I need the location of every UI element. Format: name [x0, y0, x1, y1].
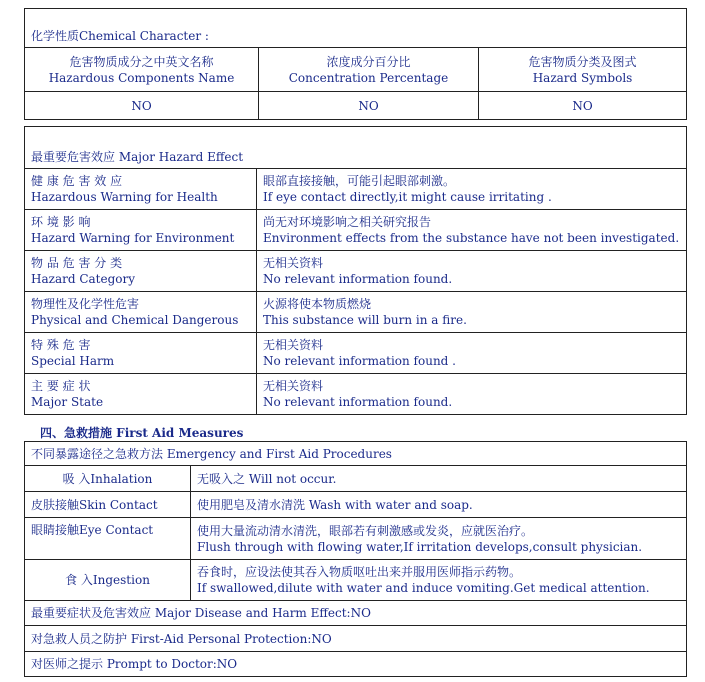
first-aid-row [25, 518, 687, 560]
hazard-label-en: Physical and Chemical Dangerous [31, 313, 239, 327]
hazard-value [257, 169, 687, 210]
first-aid-label: 皮肤接触Skin Contact [25, 492, 191, 518]
hazard-label [25, 210, 257, 251]
first-aid-value-line: 使用大量流动清水清洗，眼部若有刺激感或发炎，应就医治疗。 [197, 523, 534, 538]
hazard-value [257, 210, 687, 251]
hazard-label-en: Hazard Category [31, 272, 136, 286]
header-components-en: Hazardous Components Name [48, 70, 235, 85]
hazard-label-zh: 健 康 危 害 效 应 [31, 174, 123, 188]
hazard-label [25, 169, 257, 210]
doctor-row: 对医师之提示 Prompt to Doctor:NO [25, 652, 687, 677]
hazard-value-en: Environment effects from the substance have not been investigated. [263, 231, 680, 245]
hazard-label-zh: 特 殊 危 害 [31, 338, 91, 352]
first-aid-heading: 四、急救措施 First Aid Measures [40, 426, 244, 440]
hazard-value-zh: 眼部直接接触，可能引起眼部刺激。 [263, 174, 456, 188]
hazard-label-en: Special Harm [31, 354, 115, 368]
first-aid-procedures: 不同暴露途径之急救方法 Emergency and First Aid Procedures [25, 442, 687, 466]
first-aid-row [25, 560, 687, 601]
hazard-label [25, 374, 257, 415]
hazard-label-en: Major State [31, 395, 104, 409]
first-aid-value-line: 使用肥皂及清水清洗 Wash with water and soap. [197, 497, 473, 512]
chemical-character-title: 化学性质Chemical Character : [25, 9, 687, 48]
hazard-value [257, 333, 687, 374]
major-disease-row: 最重要症状及危害效应 Major Disease and Harm Effect:NO [25, 601, 687, 626]
value-components: NO [25, 92, 259, 120]
hazard-row [25, 210, 687, 251]
first-aid-value [191, 492, 687, 518]
first-aid-row [25, 492, 687, 518]
first-aid-table [24, 441, 687, 677]
first-aid-value [191, 466, 687, 492]
hazard-label [25, 292, 257, 333]
header-symbols [479, 48, 687, 92]
first-aid-row [25, 466, 687, 492]
first-aid-value [191, 518, 687, 560]
hazard-value-zh: 无相关资料 [263, 338, 324, 352]
hazard-label-en: Hazardous Warning for Health [31, 190, 218, 204]
value-symbols: NO [479, 92, 687, 120]
header-concentration-zh: 浓度成分百分比 [326, 54, 411, 69]
hazard-value-zh: 尚无对环境影响之相关研究报告 [263, 215, 432, 229]
hazard-label [25, 251, 257, 292]
first-aid-value-line: If swallowed,dilute with water and induce vomiting.Get medical attention. [197, 581, 650, 595]
header-concentration-en: Concentration Percentage [288, 70, 449, 85]
hazard-value-zh: 无相关资料 [263, 256, 324, 270]
header-concentration [259, 48, 479, 92]
hazard-label-zh: 主 要 症 状 [31, 379, 91, 393]
hazard-row [25, 251, 687, 292]
hazard-row [25, 333, 687, 374]
first-aid-value-line: 吞食时，应设法使其吞入物质呕吐出来并服用医师指示药物。 [197, 565, 522, 579]
hazard-label-en: Hazard Warning for Environment [31, 231, 235, 245]
hazard-value [257, 251, 687, 292]
hazard-value [257, 374, 687, 415]
first-aid-label: 眼睛接触Eye Contact [25, 518, 191, 560]
first-aid-value-line: 无吸入之 Will not occur. [197, 471, 337, 486]
hazard-row [25, 374, 687, 415]
hazard-value-en: This substance will burn in a fire. [263, 313, 467, 327]
first-aid-value-line: Flush through with flowing water,If irritation develops,consult physician. [197, 539, 643, 554]
first-aid-label: 食 入Ingestion [25, 560, 191, 601]
hazard-value-en: No relevant information found . [263, 354, 456, 368]
hazard-row [25, 169, 687, 210]
hazard-value [257, 292, 687, 333]
chemical-character-table [24, 8, 687, 120]
first-aid-value [191, 560, 687, 601]
hazard-label [25, 333, 257, 374]
hazard-value-en: No relevant information found. [263, 395, 453, 409]
hazard-value-zh: 无相关资料 [263, 379, 324, 393]
hazard-value-en: No relevant information found. [263, 272, 453, 286]
chemical-character-header-row [25, 48, 687, 92]
hazard-label-zh: 物 品 危 害 分 类 [31, 256, 123, 270]
header-components [25, 48, 259, 92]
hazard-value-en: If eye contact directly,it might cause irritating . [263, 190, 552, 204]
hazard-effect-table [24, 126, 687, 415]
header-components-zh: 危害物质成分之中英文名称 [69, 54, 214, 69]
hazard-effect-title: 最重要危害效应 Major Hazard Effect [25, 127, 687, 169]
hazard-row [25, 292, 687, 333]
hazard-label-zh: 物理性及化学性危害 [31, 297, 140, 311]
protection-row: 对急救人员之防护 First-Aid Personal Protection:NO [25, 626, 687, 652]
header-symbols-en: Hazard Symbols [532, 70, 633, 85]
first-aid-label: 吸 入Inhalation [25, 466, 191, 492]
header-symbols-zh: 危害物质分类及图式 [528, 54, 637, 69]
hazard-label-zh: 环 境 影 响 [31, 215, 91, 229]
hazard-value-zh: 火源将使本物质燃烧 [263, 297, 372, 311]
chemical-character-value-row [25, 92, 687, 120]
value-concentration: NO [259, 92, 479, 120]
